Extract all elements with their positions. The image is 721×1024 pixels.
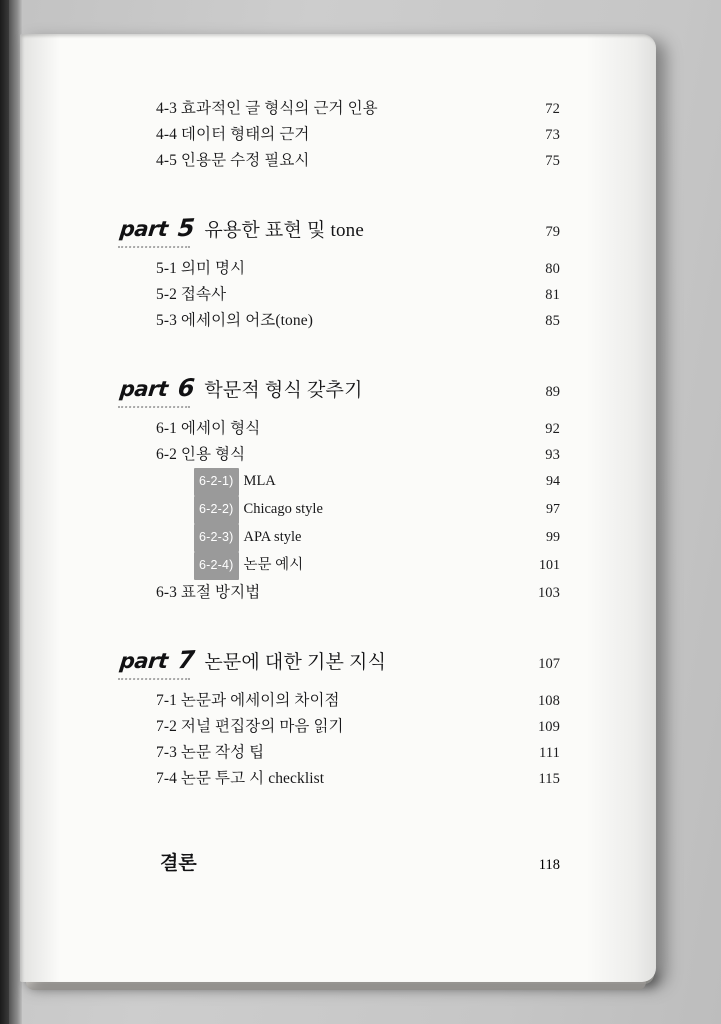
part-heading-left xyxy=(120,646,386,674)
entry-number-tag: 6-2-2) xyxy=(194,496,239,524)
list-item[interactable] xyxy=(120,308,560,334)
toc-entry-page: 101 xyxy=(539,558,560,573)
toc-entry-label: 5-3 에세이의 어조(tone) xyxy=(156,312,313,329)
toc-subentry xyxy=(120,552,303,580)
part-number: 5 xyxy=(176,213,196,243)
list-item[interactable] xyxy=(120,468,560,496)
toc-group-part-5 xyxy=(120,256,560,334)
toc-entry-page: 94 xyxy=(546,474,560,489)
toc-entry-label: APA style xyxy=(243,529,302,545)
toc-entry-page: 108 xyxy=(537,693,560,709)
list-item[interactable] xyxy=(120,580,560,606)
toc-entry-label: 4-3 효과적인 글 형식의 근거 인용 xyxy=(156,100,378,117)
part-number: 7 xyxy=(176,645,196,675)
toc-conclusion[interactable] xyxy=(120,848,560,875)
part-page: 79 xyxy=(545,224,560,240)
list-item[interactable] xyxy=(120,282,560,308)
toc-entry-label: 6-1 에세이 형식 xyxy=(156,420,261,437)
toc-group-top xyxy=(120,96,560,174)
list-item[interactable] xyxy=(120,496,560,524)
entry-number-tag: 6-2-3) xyxy=(194,524,239,552)
toc-subentry xyxy=(120,524,301,552)
list-item[interactable] xyxy=(120,416,560,442)
part-page: 89 xyxy=(545,384,560,400)
toc-entry-page: 81 xyxy=(545,287,560,303)
table-of-contents xyxy=(120,96,560,875)
list-item[interactable] xyxy=(120,714,560,740)
list-item[interactable] xyxy=(120,122,560,148)
underline-dots xyxy=(118,678,190,680)
toc-entry-page: 99 xyxy=(546,530,560,545)
entry-number-tag: 6-2-4) xyxy=(194,552,239,580)
toc-entry-label: 4-5 인용문 수정 필요시 xyxy=(156,152,310,169)
toc-part-heading-6[interactable] xyxy=(120,374,560,402)
toc-entry-label: 7-2 저널 편집장의 마음 읽기 xyxy=(156,718,344,735)
toc-entry-page: 93 xyxy=(545,447,560,463)
toc-subentry xyxy=(120,496,323,524)
part-word-label: part xyxy=(119,377,169,401)
conclusion-page: 118 xyxy=(538,857,560,873)
toc-group-part-7 xyxy=(120,688,560,792)
toc-subentry xyxy=(120,468,276,496)
toc-entry-label: 7-4 논문 투고 시 checklist xyxy=(156,770,325,787)
part-title: 학문적 형식 갖추기 xyxy=(204,380,363,401)
toc-part-heading-5[interactable] xyxy=(120,214,560,242)
toc-entry-label: 7-3 논문 작성 팁 xyxy=(156,744,265,761)
list-item[interactable] xyxy=(120,148,560,174)
toc-entry-label: 논문 예시 xyxy=(243,557,304,573)
conclusion-label: 결론 xyxy=(160,853,197,874)
entry-number-tag: 6-2-1) xyxy=(194,468,239,496)
toc-part-heading-7[interactable] xyxy=(120,646,560,674)
part-title: 논문에 대한 기본 지식 xyxy=(204,652,387,673)
list-item[interactable] xyxy=(120,552,560,580)
toc-group-part-6 xyxy=(120,416,560,606)
part-heading-left xyxy=(120,374,363,402)
toc-entry-page: 85 xyxy=(545,313,560,329)
toc-entry-page: 109 xyxy=(537,719,560,735)
toc-entry-page: 103 xyxy=(537,585,560,601)
toc-entry-label: 6-3 표절 방지법 xyxy=(156,584,261,601)
book-page xyxy=(20,34,656,982)
list-item[interactable] xyxy=(120,442,560,468)
toc-entry-page: 92 xyxy=(545,421,560,437)
toc-entry-page: 111 xyxy=(539,745,560,761)
toc-entry-page: 80 xyxy=(545,261,560,277)
toc-entry-page: 72 xyxy=(545,101,560,117)
part-title: 유용한 표현 및 tone xyxy=(204,220,364,241)
list-item[interactable] xyxy=(120,740,560,766)
list-item[interactable] xyxy=(120,256,560,282)
toc-entry-page: 73 xyxy=(545,127,560,143)
toc-entry-label: MLA xyxy=(243,473,276,489)
underline-dots xyxy=(118,406,190,408)
underline-dots xyxy=(118,246,190,248)
list-item[interactable] xyxy=(120,766,560,792)
toc-entry-label: 5-1 의미 명시 xyxy=(156,260,246,277)
toc-entry-page: 97 xyxy=(546,502,560,517)
toc-entry-label: 5-2 접속사 xyxy=(156,286,227,303)
toc-entry-label: 4-4 데이터 형태의 근거 xyxy=(156,126,310,143)
toc-entry-label: 7-1 논문과 에세이의 차이점 xyxy=(156,692,340,709)
part-word-label: part xyxy=(119,217,169,241)
list-item[interactable] xyxy=(120,688,560,714)
book-spine-edge xyxy=(0,0,9,1024)
toc-entry-page: 75 xyxy=(545,153,560,169)
list-item[interactable] xyxy=(120,524,560,552)
toc-entry-label: 6-2 인용 형식 xyxy=(156,446,246,463)
toc-entry-label: Chicago style xyxy=(243,501,323,517)
toc-entry-page: 115 xyxy=(538,771,560,787)
part-page: 107 xyxy=(538,656,560,672)
list-item[interactable] xyxy=(120,96,560,122)
part-heading-left xyxy=(120,214,364,242)
part-word-label: part xyxy=(119,649,169,673)
part-number: 6 xyxy=(176,373,196,403)
